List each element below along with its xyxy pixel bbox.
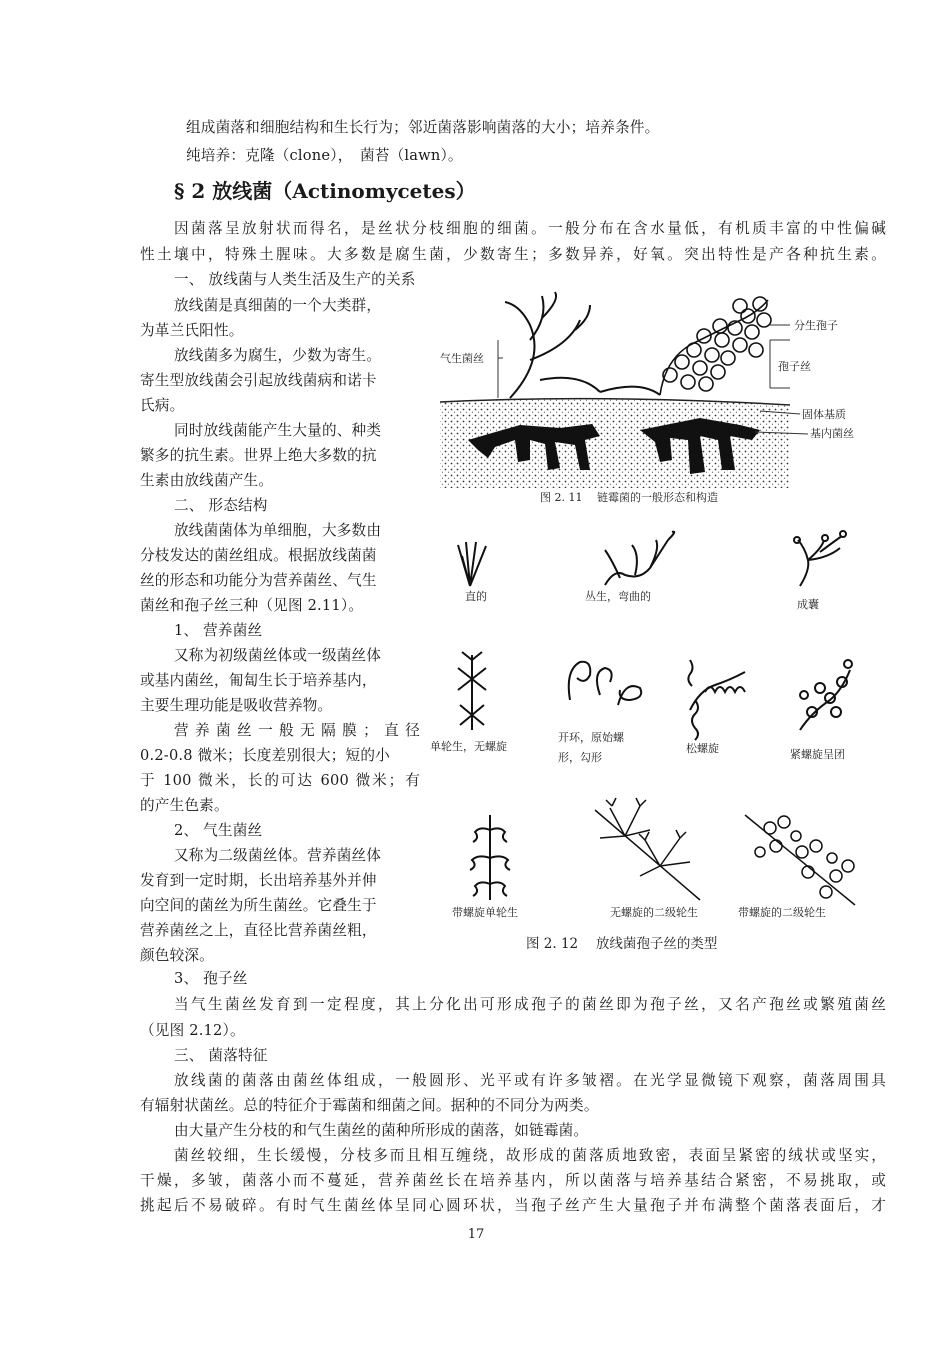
left-column-line: 丝的形态和功能分为营养菌丝、气生 <box>140 572 377 589</box>
figure-2-12-caption: 图 2. 12 放线菌孢子丝的类型 <box>526 936 718 952</box>
label-sac: 成囊 <box>797 598 819 611</box>
left-column-line: 为革兰氏阳性。 <box>140 322 244 339</box>
text-line: 菌丝较细，生长缓慢，分枝多而且相互缠绕，故形成的菌落质地致密，表面呈紧密的绒状或坚实， <box>174 1147 886 1164</box>
label-sporophore: 孢子丝 <box>778 360 811 373</box>
left-column-line: 又称为初级菌丝体或一级菌丝体 <box>174 647 382 664</box>
left-column-line: 营养菌丝一般无隔膜；直径 <box>174 722 420 739</box>
label-whorl: 单轮生，无螺旋 <box>430 740 507 753</box>
left-column-line: 或基内菌丝，匍匐生长于培养基内， <box>140 672 377 689</box>
left-column-line: 放线菌菌体为单细胞，大多数由 <box>174 522 382 539</box>
label-loose-spiral: 松螺旋 <box>686 742 719 755</box>
left-column-line: 2、 气生菌丝 <box>174 822 263 839</box>
left-column-line: 生素由放线菌产生。 <box>140 472 274 489</box>
left-column-line: 放线菌多为腐生，少数为寄生。 <box>174 347 382 364</box>
text-line: 组成菌落和细胞结构和生长行为；邻近菌落影响菌落的大小；培养条件。 <box>186 119 660 136</box>
left-column-line: 繁多的抗生素。世界上绝大多数的抗 <box>140 447 377 464</box>
left-column-line: 营养菌丝之上，直径比营养菌丝粗， <box>140 922 377 939</box>
page-number: 17 <box>467 1227 485 1242</box>
left-column-line: 于 100 微米，长的可达 600 微米；有 <box>140 772 420 789</box>
text-line: 当气生菌丝发育到一定程度，其上分化出可形成孢子的菌丝即为孢子丝，又名产孢丝或繁殖菌丝 <box>174 996 886 1013</box>
left-column-line: 的产生色素。 <box>140 797 229 814</box>
tight-spiral-sporophore-shape <box>800 660 852 730</box>
left-column-line: 发育到一定时期，长出培养基外并伸 <box>140 872 377 889</box>
figure-2-11-caption: 图 2. 11 链霉菌的一般形态和构造 <box>540 491 718 504</box>
text-line: 由大量产生分枝的和气生菌丝的菌种所形成的菌落，如链霉菌。 <box>174 1122 589 1139</box>
label-tight-spiral: 紧螺旋呈团 <box>790 748 845 761</box>
spiral-bi-whorl-sporophore-shape <box>745 815 855 905</box>
label-spiral-bi-whorl: 带螺旋的二级轮生 <box>738 906 826 919</box>
text-line: 纯培养：克隆（clone）， 菌苔（lawn）。 <box>186 147 463 164</box>
sac-sporophore-shape <box>794 531 846 586</box>
left-column-line: 向空间的菌丝为所生菌丝。它叠生于 <box>140 897 377 914</box>
label-straight: 直的 <box>465 590 487 603</box>
text-line: 干燥，多皱，菌落小而不蔓延，营养菌丝长在培养基内，所以菌落与培养基结合紧密，不易挑取，或 <box>140 1172 886 1189</box>
label-open-loop-2: 形，勾形 <box>558 751 602 764</box>
text-line: 有辐射状菌丝。总的特征介于霉菌和细菌之间。据种的不同分为两类。 <box>140 1097 599 1114</box>
whorl-sporophore-shape <box>458 652 486 730</box>
text-line: 挑起后不易破碎。有时气生菌丝体呈同心圆环状，当孢子丝产生大量孢子并布满整个菌落表面后，才 <box>140 1197 886 1214</box>
text-line: （见图 2.12）。 <box>140 1022 245 1039</box>
text-line: 性土壤中，特殊土腥味。大多数是腐生菌，少数寄生；多数异养，好氧。突出特性是产各种抗生素。 <box>140 246 886 263</box>
left-column-line: 二、 形态结构 <box>174 497 268 514</box>
spiral-whorl-sporophore-shape <box>470 815 510 900</box>
left-column-line: 菌丝和孢子丝三种（见图 2.11）。 <box>140 597 364 614</box>
left-column-line: 又称为二级菌丝体。营养菌丝体 <box>174 847 382 864</box>
straight-sporophore-shape <box>458 542 486 586</box>
label-aerial-mycelium: 气生菌丝 <box>440 352 484 365</box>
left-column-line: 主要生理功能是吸收营养物。 <box>140 697 333 714</box>
text-line: 因菌落呈放射状而得名，是丝状分枝细胞的细菌。一般分布在含水量低，有机质丰富的中性偏碱 <box>174 220 886 237</box>
label-tufted-curved: 丛生，弯曲的 <box>585 590 651 603</box>
label-open-loop: 开环，原始螺 <box>558 731 624 744</box>
left-column-line: 放线菌是真细菌的一个大类群， <box>174 297 382 314</box>
bi-whorl-sporophore-shape <box>595 798 700 900</box>
left-column-line: 0.2-0.8 微米；长度差别很大；短的小 <box>140 747 390 764</box>
label-spiral-whorl: 带螺旋单轮生 <box>452 906 518 919</box>
tufted-curved-sporophore-shape <box>605 532 674 585</box>
label-substrate-mycelium: 基内菌丝 <box>810 427 854 440</box>
left-column-line: 分枝发达的菌丝组成。根据放线菌菌 <box>140 547 377 564</box>
label-bi-whorl: 无螺旋的二级轮生 <box>610 906 698 919</box>
left-column-line: 1、 营养菌丝 <box>174 622 263 639</box>
left-column-line: 氏病。 <box>140 397 185 414</box>
left-column-line: 同时放线菌能产生大量的、种类 <box>174 422 382 439</box>
left-column-line: 3、 孢子丝 <box>174 970 248 987</box>
text-line: 放线菌的菌落由菌丝体组成，一般圆形、光平或有许多皱褶。在光学显微镜下观察，菌落周围具 <box>174 1072 886 1089</box>
subsection-heading: 三、 菌落特征 <box>174 1047 268 1064</box>
subsection-heading: 一、 放线菌与人类生活及生产的关系 <box>174 271 416 288</box>
left-column-line: 寄生型放线菌会引起放线菌病和诺卡 <box>140 372 377 389</box>
open-loop-sporophore-shape <box>569 662 642 705</box>
loose-spiral-sporophore-shape <box>688 660 745 740</box>
section-heading: § 2 放线菌（Actinomycetes） <box>174 179 476 203</box>
label-solid-medium: 固体基质 <box>802 408 846 421</box>
label-conidia: 分生孢子 <box>794 319 838 332</box>
left-column-line: 颜色较深。 <box>140 947 214 964</box>
